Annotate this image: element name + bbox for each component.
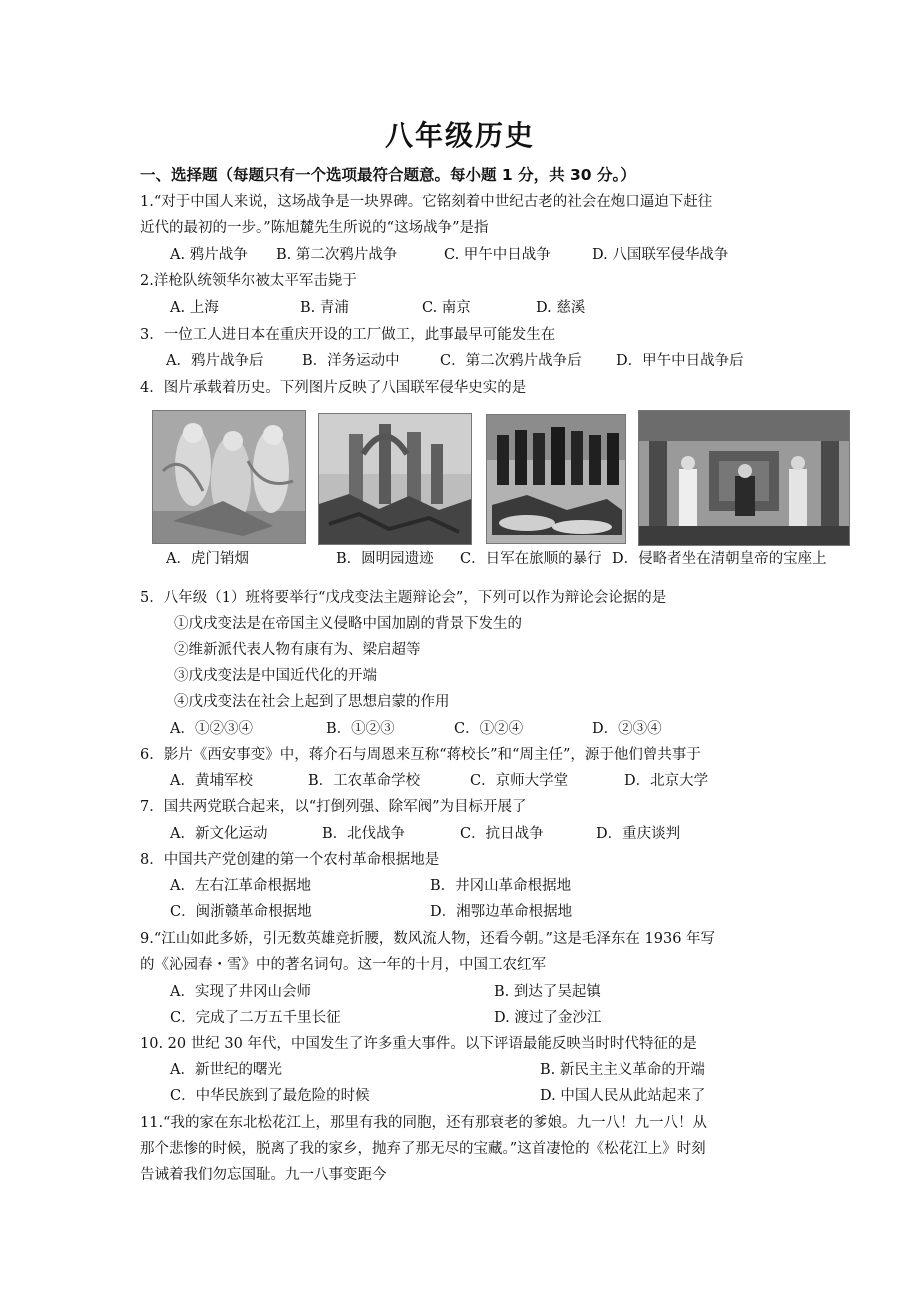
question-5-option-d: D．②③④ (592, 721, 662, 737)
question-3-option-b: B．洋务运动中 (302, 353, 400, 369)
question-7-option-a: A．新文化运动 (170, 826, 268, 842)
question-10-option-a: A．新世纪的曙光 (170, 1062, 282, 1078)
question-5-option-c: C．①②④ (454, 721, 524, 737)
question-10-line-1: 10. 20 世纪 30 年代，中国发生了许多重大事件。以下评语最能反映当时时代特征的是 (140, 1036, 697, 1052)
question-5-line-1: 5．八年级（1）班将要举行“戊戌变法主题辩论会”，下列可以作为辩论会论据的是 (140, 590, 667, 606)
question-6-line-1: 6．影片《西安事变》中，蒋介石与周恩来互称“蒋校长”和“周主任”，源于他们曾共事于 (140, 747, 701, 763)
question-1-option-d: D. 八国联军侵华战争 (592, 247, 729, 263)
question-2-option-c: C. 南京 (422, 300, 471, 316)
question-2-option-b: B. 青浦 (300, 300, 349, 316)
question-3-option-d: D．甲午中日战争后 (616, 353, 744, 369)
question-5-statement-1: ①戊戌变法是在帝国主义侵略中国加剧的背景下发生的 (174, 616, 522, 632)
question-4-line-1: 4．图片承载着历史。下列图片反映了八国联军侵华史实的是 (140, 380, 527, 396)
question-6-option-c: C．京师大学堂 (470, 773, 569, 789)
question-11-line-2: 那个悲惨的时候，脱离了我的家乡，抛弃了那无尽的宝藏。”这首凄怆的《松花江上》时刻 (140, 1141, 706, 1157)
page-title: 八年级历史 (384, 119, 535, 152)
question-10-option-d: D. 中国人民从此站起来了 (540, 1088, 706, 1104)
question-3-line-1: 3．一位工人进日本在重庆开设的工厂做工，此事最早可能发生在 (140, 327, 556, 343)
question-11-line-3: 告诫着我们勿忘国耻。九一八事变距今 (140, 1167, 387, 1183)
photo-lushun-massacre (486, 414, 626, 544)
question-9-line-1: 9.“江山如此多娇，引无数英雄竞折腰，数风流人物，还看今朝。”这是毛泽东在 1936 年写 (140, 931, 716, 947)
question-3-option-a: A．鸦片战争后 (166, 353, 264, 369)
photo-humen-relief (152, 410, 306, 544)
question-9-option-b: B. 到达了吴起镇 (494, 984, 601, 1000)
question-1-option-b: B. 第二次鸦片战争 (276, 247, 398, 263)
question-6-option-b: B．工农革命学校 (308, 773, 421, 789)
question-8-option-b: B．井冈山革命根据地 (430, 878, 572, 894)
question-10-option-c: C．中华民族到了最危险的时候 (170, 1088, 370, 1104)
question-2-line-1: 2.洋枪队统领华尔被太平军击毙于 (140, 273, 357, 289)
question-7-option-c: C．抗日战争 (460, 826, 544, 842)
question-6-option-a: A．黄埔军校 (170, 773, 253, 789)
question-8-option-d: D．湘鄂边革命根据地 (430, 904, 573, 920)
question-1-line-1: 1.“对于中国人来说，这场战争是一块界碑。它铭刻着中世纪古老的社会在炮口逼迫下赶往 (140, 194, 713, 210)
question-9-line-2: 的《沁园春・雪》中的著名词句。这一年的十月，中国工农红军 (140, 957, 546, 973)
question-5-statement-3: ③戊戌变法是中国近代化的开端 (174, 668, 377, 684)
question-5-statement-4: ④戊戌变法在社会上起到了思想启蒙的作用 (174, 694, 450, 710)
photo-invaders-on-throne (638, 410, 850, 546)
question-7-option-d: D．重庆谈判 (596, 826, 681, 842)
question-7-line-1: 7．国共两党联合起来，以“打倒列强、除军阀”为目标开展了 (140, 799, 527, 815)
question-4-option-b: B．圆明园遗迹 (336, 551, 434, 567)
question-8-line-1: 8．中国共产党创建的第一个农村革命根据地是 (140, 852, 440, 868)
question-9-option-c: C．完成了二万五千里长征 (170, 1010, 341, 1026)
question-2-option-a: A. 上海 (170, 300, 219, 316)
question-11-line-1: 11.“我的家在东北松花江上，那里有我的同胞，还有那衰老的爹娘。九一八！九一八！从 (140, 1115, 707, 1131)
question-8-option-a: A．左右江革命根据地 (170, 878, 311, 894)
question-5-option-b: B．①②③ (326, 721, 395, 737)
question-5-option-a: A．①②③④ (170, 721, 253, 737)
question-6-option-d: D．北京大学 (624, 773, 709, 789)
question-4-option-c: C．日军在旅顺的暴行 (460, 551, 602, 567)
question-10-option-b: B. 新民主主义革命的开端 (540, 1062, 705, 1078)
photo-yuanmingyuan-ruins (318, 413, 472, 545)
question-2-option-d: D. 慈溪 (536, 300, 586, 316)
question-9-option-a: A．实现了井冈山会师 (170, 984, 311, 1000)
question-8-option-c: C．闽浙赣革命根据地 (170, 904, 312, 920)
question-1-option-a: A. 鸦片战争 (170, 247, 248, 263)
section-heading: 一、选择题（每题只有一个选项最符合题意。每小题 1 分，共 30 分。） (140, 166, 636, 184)
question-3-option-c: C．第二次鸦片战争后 (440, 353, 582, 369)
question-4-option-d: D．侵略者坐在清朝皇帝的宝座上 (612, 551, 827, 567)
question-7-option-b: B．北伐战争 (322, 826, 406, 842)
question-1-option-c: C. 甲午中日战争 (444, 247, 551, 263)
question-9-option-d: D. 渡过了金沙江 (494, 1010, 602, 1026)
question-1-line-2: 近代的最初的一步。”陈旭麓先生所说的“这场战争”是指 (140, 220, 489, 236)
question-5-statement-2: ②维新派代表人物有康有为、梁启超等 (174, 642, 421, 658)
question-4-option-a: A．虎门销烟 (166, 551, 249, 567)
